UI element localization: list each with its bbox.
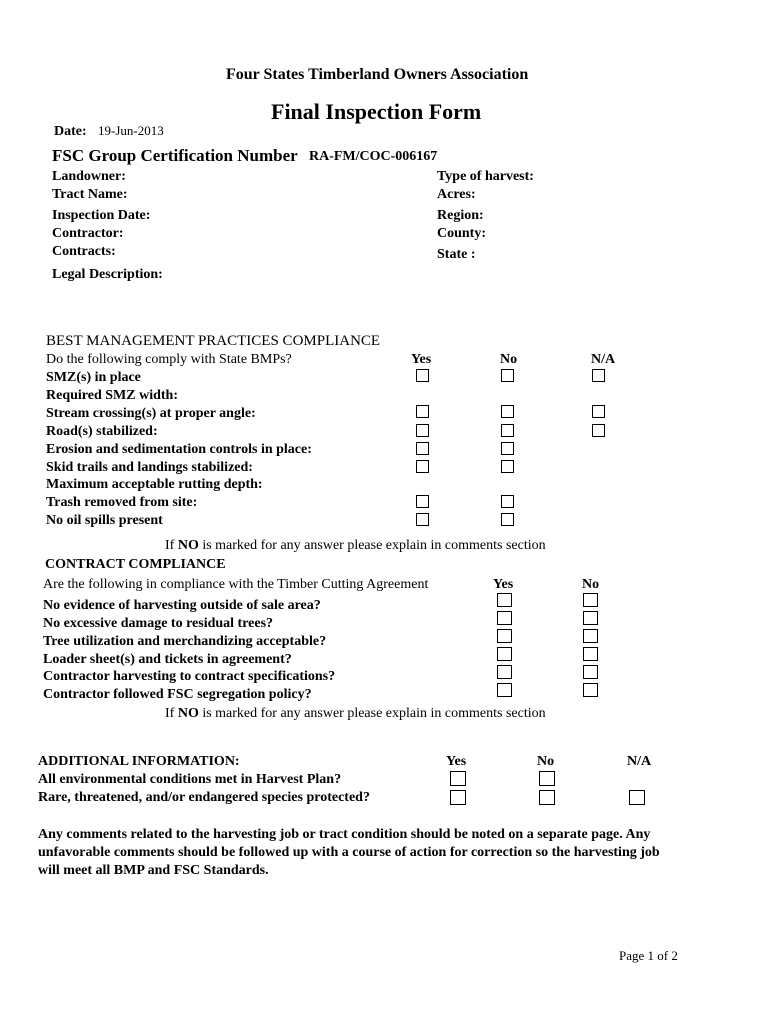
bmp-col-no: No [500,352,518,367]
legal-description-label: Legal Description: [52,267,163,282]
fsc-number: RA-FM/COC-006167 [309,149,438,164]
form-title: Final Inspection Form [271,99,482,124]
bmp-col-yes: Yes [411,352,432,367]
contract-specs-yes-checkbox[interactable] [497,665,512,679]
bmp-item-skid-trails: Skid trails and landings stabilized: [46,460,253,475]
comments-line-2: unfavorable comments should be followed up with a course of action for correction so the harvesting job [38,845,660,860]
date-value: 19-Jun-2013 [98,123,164,138]
fsc-label: FSC Group Certification Number [52,146,298,165]
bmp-oil-no-checkbox[interactable] [501,513,514,526]
contract-item-loader-sheets: Loader sheet(s) and tickets in agreement? [43,652,292,667]
bmp-question: Do the following comply with State BMPs? [46,352,292,367]
contract-item-fsc-segregation: Contractor followed FSC segregation policy? [43,687,312,702]
bmp-stream-yes-checkbox[interactable] [416,405,429,418]
contract-sale-area-yes-checkbox[interactable] [497,593,512,607]
contract-item-specifications: Contractor harvesting to contract specifications? [43,669,336,684]
contract-item-utilization: Tree utilization and merchandizing acceptable? [43,634,327,649]
additional-col-na: N/A [627,754,652,769]
bmp-item-rutting-depth: Maximum acceptable rutting depth: [46,477,263,492]
additional-item-species: Rare, threatened, and/or endangered species protected? [38,790,370,805]
contract-note: If NO is marked for any answer please explain in comments section [165,706,546,721]
bmp-smz-no-checkbox[interactable] [501,369,514,382]
contract-residual-no-checkbox[interactable] [583,611,598,625]
bmp-oil-yes-checkbox[interactable] [416,513,429,526]
additional-species-na-checkbox[interactable] [629,790,645,805]
additional-col-yes: Yes [446,754,467,769]
contract-fsc-yes-checkbox[interactable] [497,683,512,697]
organization-name: Four States Timberland Owners Association [226,66,529,83]
contract-col-yes: Yes [493,577,514,592]
contract-item-residual-trees: No excessive damage to residual trees? [43,616,274,631]
contract-loader-no-checkbox[interactable] [583,647,598,661]
contract-utilization-no-checkbox[interactable] [583,629,598,643]
contract-fsc-no-checkbox[interactable] [583,683,598,697]
contracts-label: Contracts: [52,244,116,259]
type-of-harvest-label: Type of harvest: [437,169,534,184]
contract-residual-yes-checkbox[interactable] [497,611,512,625]
contract-heading: CONTRACT COMPLIANCE [45,557,226,572]
additional-heading: ADDITIONAL INFORMATION: [38,754,240,769]
bmp-roads-no-checkbox[interactable] [501,424,514,437]
bmp-item-smz-width: Required SMZ width: [46,388,178,403]
additional-species-yes-checkbox[interactable] [450,790,466,805]
page-number: Page 1 of 2 [619,948,678,963]
tract-name-label: Tract Name: [52,187,128,202]
comments-line-1: Any comments related to the harvesting job or tract condition should be noted on a separate page. Any [38,827,651,842]
additional-species-no-checkbox[interactable] [539,790,555,805]
contract-item-sale-area: No evidence of harvesting outside of sale area? [43,598,321,613]
bmp-roads-yes-checkbox[interactable] [416,424,429,437]
bmp-trash-no-checkbox[interactable] [501,495,514,508]
bmp-item-smz-in-place: SMZ(s) in place [46,370,141,385]
additional-environmental-yes-checkbox[interactable] [450,771,466,786]
region-label: Region: [437,208,484,223]
bmp-trash-yes-checkbox[interactable] [416,495,429,508]
bmp-item-trash-removed: Trash removed from site: [46,495,198,510]
additional-col-no: No [537,754,555,769]
bmp-skid-no-checkbox[interactable] [501,460,514,473]
county-label: County: [437,226,487,241]
bmp-erosion-no-checkbox[interactable] [501,442,514,455]
bmp-col-na: N/A [591,352,616,367]
bmp-heading: BEST MANAGEMENT PRACTICES COMPLIANCE [46,333,381,349]
bmp-smz-yes-checkbox[interactable] [416,369,429,382]
bmp-item-stream-crossing: Stream crossing(s) at proper angle: [46,406,256,421]
bmp-smz-na-checkbox[interactable] [592,369,605,382]
contract-col-no: No [582,577,600,592]
bmp-item-roads-stabilized: Road(s) stabilized: [46,424,158,439]
contract-loader-yes-checkbox[interactable] [497,647,512,661]
contract-utilization-yes-checkbox[interactable] [497,629,512,643]
inspection-date-label: Inspection Date: [52,208,151,223]
bmp-skid-yes-checkbox[interactable] [416,460,429,473]
additional-environmental-no-checkbox[interactable] [539,771,555,786]
bmp-stream-no-checkbox[interactable] [501,405,514,418]
contract-sale-area-no-checkbox[interactable] [583,593,598,607]
date-label: Date: [54,124,87,139]
contract-question: Are the following in compliance with the Timber Cutting Agreement [43,577,429,592]
comments-line-3: will meet all BMP and FSC Standards. [38,863,269,878]
acres-label: Acres: [437,187,476,202]
contractor-label: Contractor: [52,226,124,241]
bmp-note: If NO is marked for any answer please explain in comments section [165,538,546,553]
bmp-roads-na-checkbox[interactable] [592,424,605,437]
state-label: State : [437,247,476,262]
landowner-label: Landowner: [52,169,126,184]
additional-item-environmental: All environmental conditions met in Harvest Plan? [38,772,342,787]
bmp-item-no-oil-spills: No oil spills present [46,513,163,528]
bmp-erosion-yes-checkbox[interactable] [416,442,429,455]
contract-specs-no-checkbox[interactable] [583,665,598,679]
bmp-item-erosion-controls: Erosion and sedimentation controls in place: [46,442,312,457]
bmp-stream-na-checkbox[interactable] [592,405,605,418]
